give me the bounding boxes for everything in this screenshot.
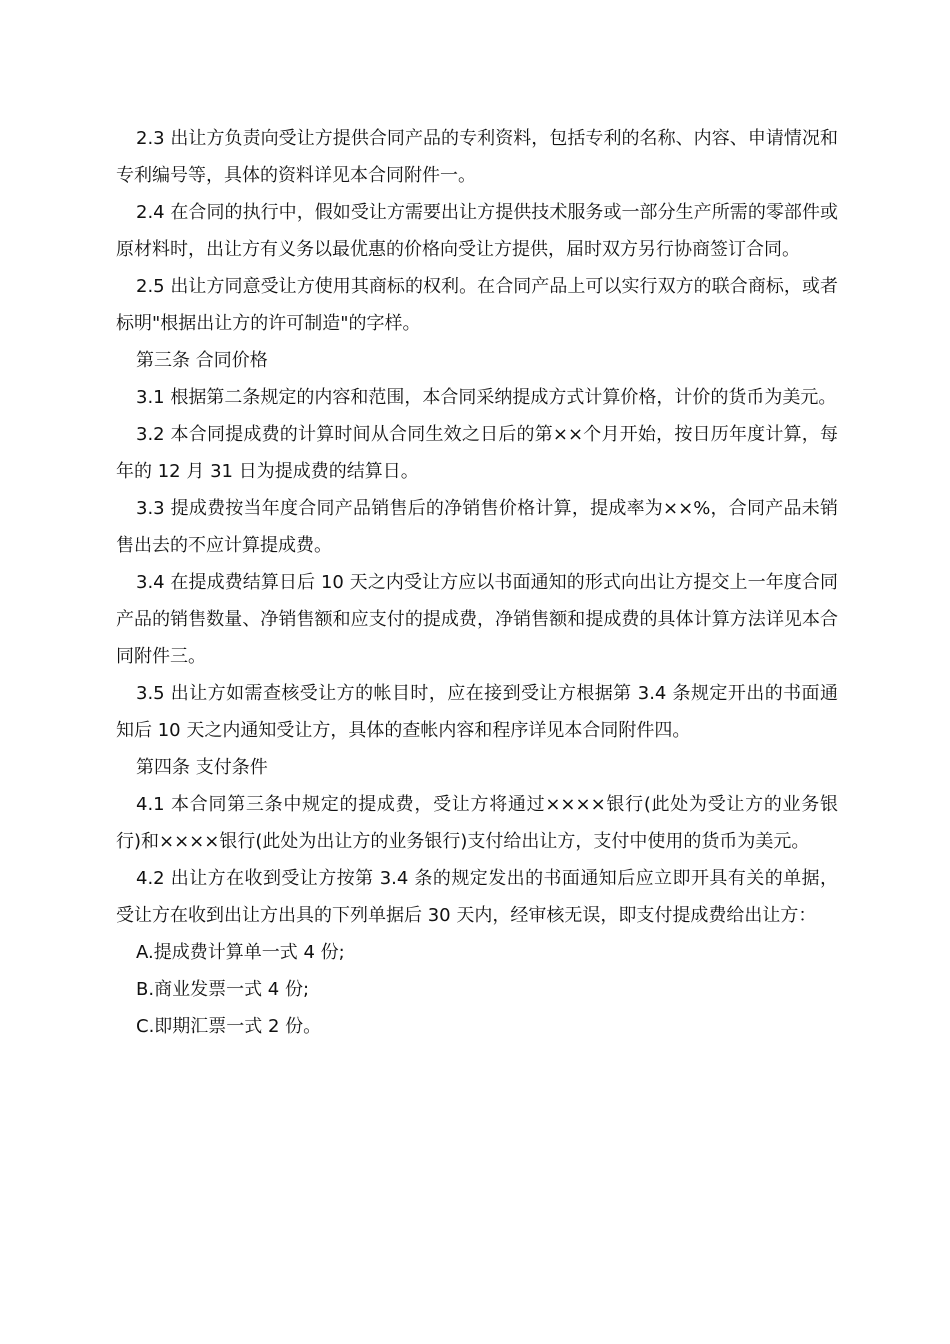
article-4-heading: 第四条 支付条件 xyxy=(136,757,268,778)
document-list-item-c: C.即期汇票一式 2 份。 xyxy=(136,1016,322,1037)
clause-4-2: 4.2 出让方在收到受让方按第 3.4 条的规定发出的书面通知后应立即开具有关的单据，受让方在收到出让方出具的下列单据后 30 天内，经审核无误，即支付提成费给出让方： xyxy=(116,868,838,926)
article-3-heading: 第三条 合同价格 xyxy=(136,350,268,371)
clause-2-5: 2.5 出让方同意受让方使用其商标的权利。在合同产品上可以实行双方的联合商标，或者标明"根据出让方的许可制造"的字样。 xyxy=(116,276,838,334)
clause-4-1: 4.1 本合同第三条中规定的提成费，受让方将通过××××银行(此处为受让方的业务银行)和××××银行(此处为出让方的业务银行)支付给出让方，支付中使用的货币为美元。 xyxy=(116,794,838,852)
document-list-item-b: B.商业发票一式 4 份; xyxy=(136,979,310,1000)
clause-3-3: 3.3 提成费按当年度合同产品销售后的净销售价格计算，提成率为××%，合同产品未销售出去的不应计算提成费。 xyxy=(116,498,838,556)
clause-3-5: 3.5 出让方如需查核受让方的帐目时，应在接到受让方根据第 3.4 条规定开出的书面通知后 10 天之内通知受让方，具体的查帐内容和程序详见本合同附件四。 xyxy=(116,683,838,741)
document-body xyxy=(116,120,838,1045)
clause-2-4: 2.4 在合同的执行中，假如受让方需要出让方提供技术服务或一部分生产所需的零部件或原材料时，出让方有义务以最优惠的价格向受让方提供，届时双方另行协商签订合同。 xyxy=(116,202,838,260)
clause-2-3: 2.3 出让方负责向受让方提供合同产品的专利资料，包括专利的名称、内容、申请情况和专利编号等，具体的资料详见本合同附件一。 xyxy=(116,128,838,186)
clause-3-2: 3.2 本合同提成费的计算时间从合同生效之日后的第××个月开始，按日历年度计算，每年的 12 月 31 日为提成费的结算日。 xyxy=(116,424,838,482)
clause-3-4: 3.4 在提成费结算日后 10 天之内受让方应以书面通知的形式向出让方提交上一年度合同产品的销售数量、净销售额和应支付的提成费，净销售额和提成费的具体计算方法详见本合同附件三。 xyxy=(116,572,838,667)
document-list-item-a: A.提成费计算单一式 4 份; xyxy=(136,942,345,963)
clause-3-1: 3.1 根据第二条规定的内容和范围，本合同采纳提成方式计算价格，计价的货币为美元。 xyxy=(136,387,837,408)
